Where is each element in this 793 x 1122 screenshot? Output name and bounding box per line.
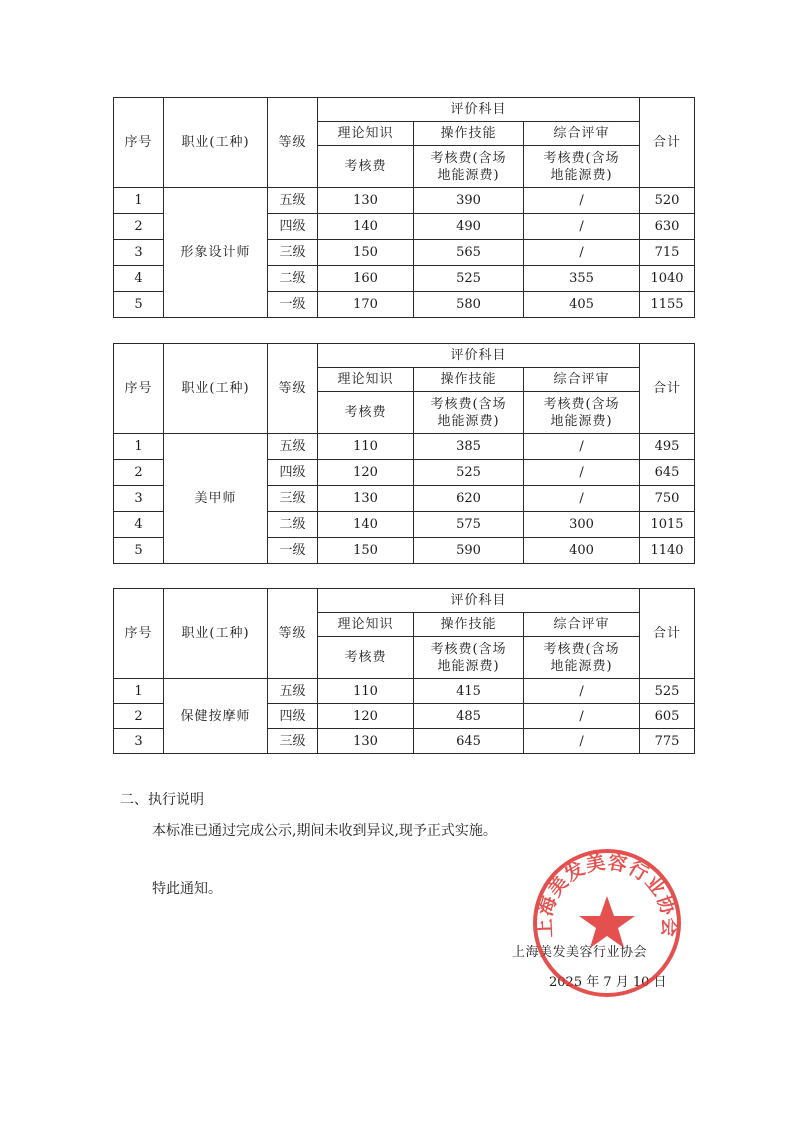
cell-theory: 150 <box>318 538 414 564</box>
cell-grade: 四级 <box>268 704 318 729</box>
cell-theory: 130 <box>318 486 414 512</box>
header-skill-fee <box>414 146 524 188</box>
cell-grade: 五级 <box>268 679 318 704</box>
header-skill: 操作技能 <box>414 368 524 392</box>
header-subjects: 评价科目 <box>318 589 640 613</box>
cell-grade: 五级 <box>268 434 318 460</box>
cell-total: 775 <box>640 729 695 754</box>
table-row <box>114 679 695 704</box>
header-skill-fee-line1: 考核费(含场 <box>430 641 507 657</box>
body-paragraph: 本标准已通过完成公示,期间未收到异议,现予正式实施。 <box>152 823 497 839</box>
header-skill: 操作技能 <box>414 613 524 637</box>
header-grade: 等级 <box>268 344 318 434</box>
notice-text: 特此通知。 <box>152 881 222 897</box>
header-review-fee-line2: 地能源费) <box>550 413 613 429</box>
header-total: 合计 <box>640 344 695 434</box>
header-review: 综合评审 <box>524 368 640 392</box>
cell-skill: 415 <box>414 679 524 704</box>
header-skill-fee-line2: 地能源费) <box>437 167 500 183</box>
fee-table-massage-therapist <box>113 588 695 754</box>
header-total: 合计 <box>640 98 695 188</box>
cell-review: / <box>524 214 640 240</box>
cell-seq: 4 <box>114 266 164 292</box>
cell-total: 715 <box>640 240 695 266</box>
cell-skill: 385 <box>414 434 524 460</box>
header-total: 合计 <box>640 589 695 679</box>
cell-grade: 四级 <box>268 214 318 240</box>
cell-skill: 525 <box>414 460 524 486</box>
table-row <box>114 434 695 460</box>
cell-seq: 2 <box>114 460 164 486</box>
header-review-fee-line1: 考核费(含场 <box>543 396 620 412</box>
cell-total: 520 <box>640 188 695 214</box>
header-occupation: 职业(工种) <box>164 589 268 679</box>
cell-skill: 620 <box>414 486 524 512</box>
header-skill-fee <box>414 637 524 679</box>
header-theory: 理论知识 <box>318 368 414 392</box>
cell-theory: 140 <box>318 512 414 538</box>
cell-seq: 3 <box>114 486 164 512</box>
cell-theory: 120 <box>318 460 414 486</box>
cell-theory: 110 <box>318 679 414 704</box>
header-review: 综合评审 <box>524 122 640 146</box>
cell-grade: 一级 <box>268 538 318 564</box>
cell-seq: 2 <box>114 214 164 240</box>
cell-total: 1140 <box>640 538 695 564</box>
header-review-fee <box>524 637 640 679</box>
cell-skill: 575 <box>414 512 524 538</box>
cell-skill: 485 <box>414 704 524 729</box>
header-skill-fee-line1: 考核费(含场 <box>430 150 507 166</box>
cell-theory: 140 <box>318 214 414 240</box>
cell-theory: 150 <box>318 240 414 266</box>
cell-total: 1040 <box>640 266 695 292</box>
cell-occupation: 保健按摩师 <box>164 679 268 754</box>
cell-grade: 三级 <box>268 240 318 266</box>
cell-review: / <box>524 679 640 704</box>
header-theory-fee: 考核费 <box>318 392 414 434</box>
cell-grade: 二级 <box>268 512 318 538</box>
header-review: 综合评审 <box>524 613 640 637</box>
cell-total: 630 <box>640 214 695 240</box>
issue-date: 2025 年 7 月 10 日 <box>549 975 667 990</box>
cell-theory: 130 <box>318 188 414 214</box>
cell-seq: 1 <box>114 679 164 704</box>
cell-grade: 三级 <box>268 729 318 754</box>
cell-total: 750 <box>640 486 695 512</box>
cell-seq: 5 <box>114 538 164 564</box>
cell-occupation: 形象设计师 <box>164 188 268 318</box>
header-skill-fee-line2: 地能源费) <box>437 658 500 674</box>
cell-grade: 一级 <box>268 292 318 318</box>
header-theory: 理论知识 <box>318 122 414 146</box>
official-seal <box>532 848 682 998</box>
cell-grade: 二级 <box>268 266 318 292</box>
cell-review: / <box>524 704 640 729</box>
header-seq: 序号 <box>114 98 164 188</box>
cell-skill: 490 <box>414 214 524 240</box>
cell-occupation: 美甲师 <box>164 434 268 564</box>
cell-seq: 1 <box>114 188 164 214</box>
header-grade: 等级 <box>268 98 318 188</box>
header-grade: 等级 <box>268 589 318 679</box>
cell-theory: 170 <box>318 292 414 318</box>
cell-review: 355 <box>524 266 640 292</box>
header-theory-fee: 考核费 <box>318 637 414 679</box>
cell-seq: 2 <box>114 704 164 729</box>
header-theory-fee: 考核费 <box>318 146 414 188</box>
cell-review: 405 <box>524 292 640 318</box>
cell-seq: 3 <box>114 729 164 754</box>
cell-seq: 3 <box>114 240 164 266</box>
cell-review: 400 <box>524 538 640 564</box>
cell-review: / <box>524 434 640 460</box>
header-seq: 序号 <box>114 344 164 434</box>
cell-review: / <box>524 188 640 214</box>
cell-total: 495 <box>640 434 695 460</box>
cell-theory: 110 <box>318 434 414 460</box>
header-seq: 序号 <box>114 589 164 679</box>
header-occupation: 职业(工种) <box>164 344 268 434</box>
cell-theory: 160 <box>318 266 414 292</box>
header-occupation: 职业(工种) <box>164 98 268 188</box>
star-icon <box>579 896 635 948</box>
header-skill-fee <box>414 392 524 434</box>
header-theory: 理论知识 <box>318 613 414 637</box>
header-review-fee <box>524 392 640 434</box>
cell-seq: 1 <box>114 434 164 460</box>
cell-review: / <box>524 486 640 512</box>
table-row <box>114 188 695 214</box>
fee-table-image-designer <box>113 97 695 318</box>
cell-theory: 120 <box>318 704 414 729</box>
cell-skill: 390 <box>414 188 524 214</box>
cell-seq: 4 <box>114 512 164 538</box>
header-review-fee-line1: 考核费(含场 <box>543 641 620 657</box>
cell-theory: 130 <box>318 729 414 754</box>
header-review-fee-line2: 地能源费) <box>550 167 613 183</box>
header-skill: 操作技能 <box>414 122 524 146</box>
fee-table-nail-artist <box>113 343 695 564</box>
cell-skill: 525 <box>414 266 524 292</box>
cell-review: / <box>524 460 640 486</box>
header-skill-fee-line1: 考核费(含场 <box>430 396 507 412</box>
header-review-fee-line1: 考核费(含场 <box>543 150 620 166</box>
cell-skill: 580 <box>414 292 524 318</box>
cell-review: / <box>524 240 640 266</box>
cell-review: / <box>524 729 640 754</box>
cell-review: 300 <box>524 512 640 538</box>
header-subjects: 评价科目 <box>318 98 640 122</box>
cell-total: 525 <box>640 679 695 704</box>
cell-grade: 五级 <box>268 188 318 214</box>
cell-total: 605 <box>640 704 695 729</box>
header-skill-fee-line2: 地能源费) <box>437 413 500 429</box>
header-subjects: 评价科目 <box>318 344 640 368</box>
header-review-fee <box>524 146 640 188</box>
cell-seq: 5 <box>114 292 164 318</box>
header-review-fee-line2: 地能源费) <box>550 658 613 674</box>
cell-grade: 四级 <box>268 460 318 486</box>
organization-signature: 上海美发美容行业协会 <box>512 945 648 960</box>
section-heading: 二、执行说明 <box>120 792 204 808</box>
cell-skill: 645 <box>414 729 524 754</box>
cell-total: 1155 <box>640 292 695 318</box>
cell-skill: 565 <box>414 240 524 266</box>
seal-text: 上海美发美容行业协会 <box>533 851 681 939</box>
cell-total: 645 <box>640 460 695 486</box>
cell-skill: 590 <box>414 538 524 564</box>
cell-total: 1015 <box>640 512 695 538</box>
cell-grade: 三级 <box>268 486 318 512</box>
